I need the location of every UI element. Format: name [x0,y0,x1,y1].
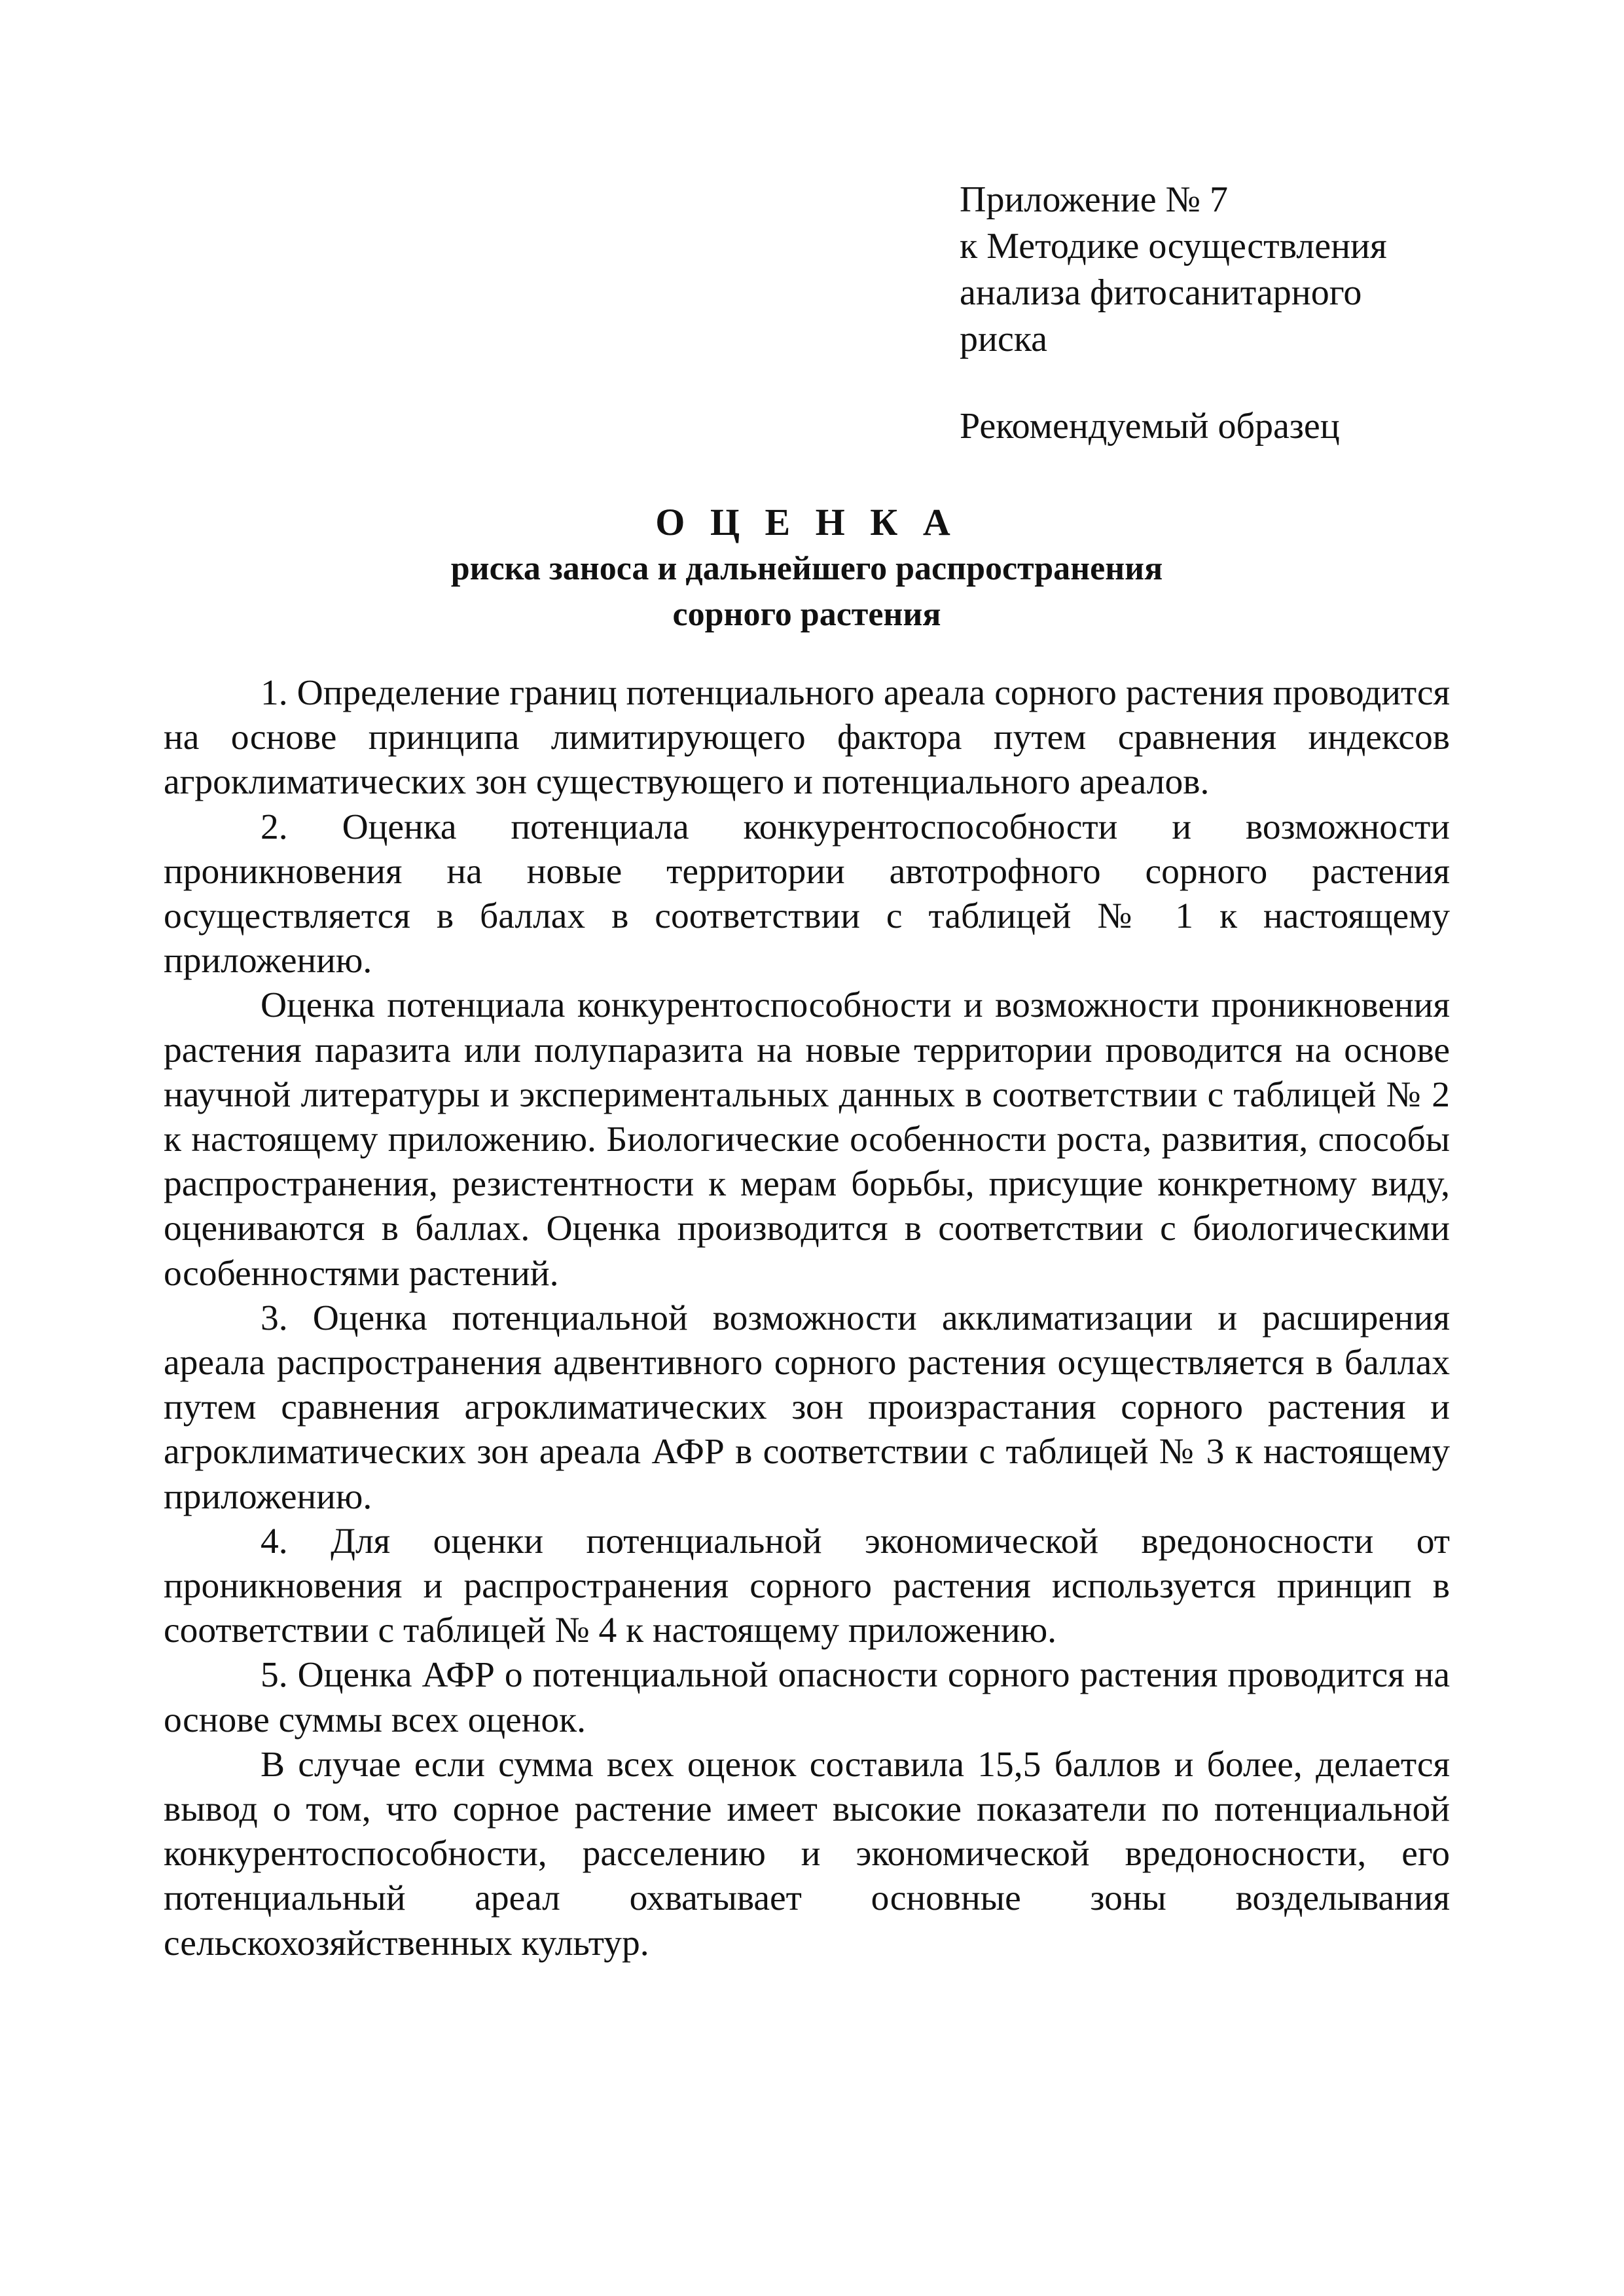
paragraph-2: 2. Оценка потенциала конкурентоспособности и возможности проникновения на новые территории автотрофного сорного растения осуществляется в баллах в соответствии с таблицей № 1 к настоящему приложению. [164,807,1450,981]
paragraph-4: 4. Для оценки потенциальной экономической вредоносности от проникновения и распространения сорного растения используется принцип в соответствии с таблицей № 4 к настоящему приложению. [164,1521,1450,1651]
paragraph-2-continued: Оценка потенциала конкурентоспособности и возможности проникновения растения паразита или полупаразита на новые территории проводится на основе научной литературы и экспериментальных данных в соответствии с таблицей № 2 к настоящему приложению. Биологические особенности роста, развития, способы распространения, резистентности к мерам борьбы, присущие конкретному виду, оцениваются в баллах. Оценка производится в соответствии с биологическими особенностями растений. [164,985,1450,1294]
recommended-sample-label: Рекомендуемый образец [960,406,1340,446]
annex-header [960,177,1496,450]
annex-reference-line2: анализа фитосанитарного [960,272,1362,313]
paragraph-3: 3. Оценка потенциальной возможности акклиматизации и расширения ареала распространения адвентивного сорного растения осуществляется в баллах путем сравнения агроклиматических зон произрастания сорного растения и агроклиматических зон ареала АФР в соответствии с таблицей № 3 к настоящему приложению. [164,1298,1450,1517]
document-body [164,671,1450,1966]
annex-number: Приложение № 7 [960,179,1228,220]
document-title: О Ц Е Н К А [655,501,958,543]
annex-reference-line1: к Методике осуществления [960,226,1387,266]
paragraph-5-conclusion: В случае если сумма всех оценок составила 15,5 баллов и более, делается вывод о том, что сорное растение имеет высокие показатели по потенциальной конкурентоспособности, расселению и экономической вредоносности, его потенциальный ареал охватывает основные зоны возделывания сельскохозяйственных культур. [164,1744,1450,1963]
paragraph-1: 1. Определение границ потенциального ареала сорного растения проводится на основе принципа лимитирующего фактора путем сравнения индексов агроклиматических зон существующего и потенциального ареалов. [164,673,1450,803]
document-subtitle-line1: риска заноса и дальнейшего распространения [450,550,1163,587]
document-heading [164,499,1450,638]
annex-reference-line3: риска [960,319,1048,359]
document-subtitle-line2: сорного растения [672,596,941,633]
paragraph-5: 5. Оценка АФР о потенциальной опасности сорного растения проводится на основе суммы всех оценок. [164,1655,1450,1740]
